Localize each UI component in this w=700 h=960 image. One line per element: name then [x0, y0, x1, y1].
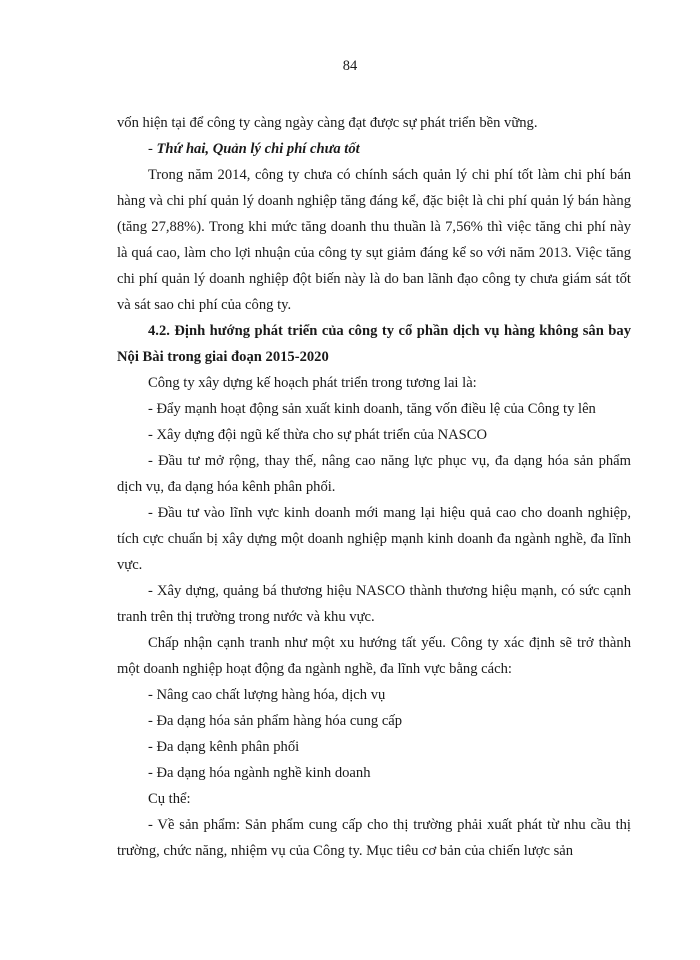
list-item: - Đầu tư vào lĩnh vực kinh doanh mới mang lại hiệu quả cao cho doanh nghiệp, tích cực chuẩn bị xây dựng một doanh nghiệp mạnh kinh doanh đa ngành nghề, đa lĩnh vực.	[117, 505, 631, 573]
list-item: - Xây dựng, quảng bá thương hiệu NASCO thành thương hiệu mạnh, có sức cạnh tranh trên thị trường trong nước và khu vực.	[117, 583, 631, 625]
paragraph-specifics: Cụ thể:	[148, 791, 191, 807]
paragraph-plan-intro: Công ty xây dựng kế hoạch phát triển trong tương lai là:	[148, 375, 477, 391]
paragraph-products: - Về sản phẩm: Sản phẩm cung cấp cho thị trường phải xuất phát từ nhu cầu thị trường, chức năng, nhiệm vụ của Công ty. Mục tiêu cơ bản của chiến lược sản	[117, 817, 631, 859]
paragraph-competition: Chấp nhận cạnh tranh như một xu hướng tất yếu. Công ty xác định sẽ trở thành một doanh nghiệp hoạt động đa ngành nghề, đa lĩnh vực bằng cách:	[117, 635, 631, 677]
subsection-dash: -	[148, 141, 157, 157]
paragraph-continuation: vốn hiện tại để công ty càng ngày càng đạt được sự phát triển bền vững.	[117, 115, 538, 131]
subsection-title: Thứ hai, Quản lý chi phí chưa tốt	[156, 141, 360, 157]
subsection-marker	[117, 136, 631, 162]
body-text	[117, 110, 631, 864]
page-number: 84	[342, 58, 358, 74]
list-item: - Đa dạng kênh phân phối	[148, 739, 300, 755]
list-item: - Đa dạng hóa sản phẩm hàng hóa cung cấp	[148, 713, 403, 729]
list-item: - Đẩy mạnh hoạt động sản xuất kinh doanh, tăng vốn điều lệ của Công ty lên	[148, 401, 596, 417]
list-item: - Nâng cao chất lượng hàng hóa, dịch vụ	[148, 687, 386, 703]
section-heading: 4.2. Định hướng phát triển của công ty cổ phần dịch vụ hàng không sân bay Nội Bài trong giai đoạn 2015-2020	[117, 323, 631, 365]
list-item: - Xây dựng đội ngũ kế thừa cho sự phát triển của NASCO	[148, 427, 488, 443]
list-item: - Đầu tư mở rộng, thay thế, nâng cao năng lực phục vụ, đa dạng hóa sản phẩm dịch vụ, đa dạng hóa kênh phân phối.	[117, 453, 631, 495]
list-item: - Đa dạng hóa ngành nghề kinh doanh	[148, 765, 371, 781]
paragraph-cost-management: Trong năm 2014, công ty chưa có chính sách quản lý chi phí tốt làm chi phí bán hàng và chi phí quản lý doanh nghiệp tăng đáng kể, đặc biệt là chi phí quản lý bán hàng (tăng 27,88%). Trong khi mức tăng doanh thu thuần là 7,56% thì việc tăng chi phí này là quá cao, làm cho lợi nhuận của công ty sụt giảm đáng kể so với năm 2013. Việc tăng chi phí quản lý doanh nghiệp đột biến này là do ban lãnh đạo công ty chưa giám sát tốt và sát sao chi phí của công ty.	[117, 167, 631, 313]
